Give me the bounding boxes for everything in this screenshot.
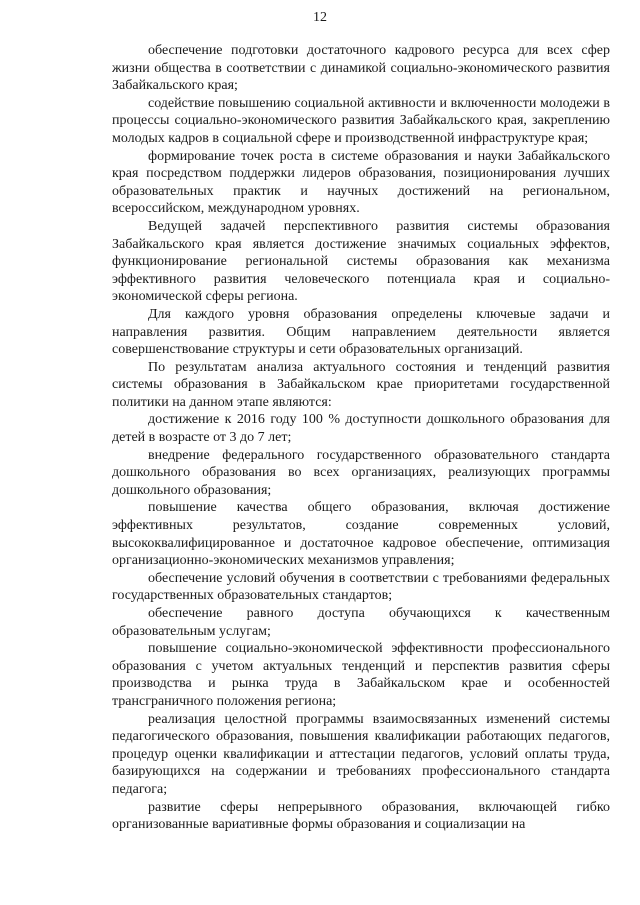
paragraph: достижение к 2016 году 100 % доступности дошкольного образования для детей в возрасте от 3 до 7 лет; <box>112 412 610 446</box>
document-body <box>112 42 610 834</box>
paragraph: обеспечение условий обучения в соответствии с требованиями федеральных государственных образовательных стандартов; <box>112 570 610 604</box>
paragraph: реализация целостной программы взаимосвязанных изменений системы педагогического образования, повышения квалификации работающих педагогов, процедур оценки квалификации и аттестации педагогов, условий оплаты труда, базирующихся на содержании и требованиях профессионального стандарта педагога; <box>112 711 610 797</box>
paragraph: обеспечение равного доступа обучающихся к качественным образовательным услугам; <box>112 606 610 639</box>
paragraph: внедрение федерального государственного образовательного стандарта дошкольного образования во всех организациях, реализующих программы дошкольного образования; <box>112 447 610 498</box>
paragraph: формирование точек роста в системе образования и науки Забайкальского края посредством поддержки лидеров образования, позиционирования лучших образовательных практик и научных достижений на региональном, всероссийском, международном уровнях. <box>112 148 610 217</box>
paragraph: содействие повышению социальной активности и включенности молодежи в процессы социально-экономического развития Забайкальского края, закреплению молодых кадров в социальной сфере и производственной инфраструктуре края; <box>112 95 610 146</box>
paragraph: развитие сферы непрерывного образования, включающей гибко организованные вариативные формы образования и социализации на <box>112 799 610 833</box>
paragraph: повышение качества общего образования, включая достижение эффективных результатов, создание современных условий, высококвалифицированное и достаточное кадровое обеспечение, оптимизация организационно-экономических механизмов управления; <box>112 500 610 569</box>
paragraph: повышение социально-экономической эффективности профессионального образования с учетом актуальных тенденций и перспектив развития сферы производства и рынка труда в Забайкальском крае и особенностей трансграничного положения региона; <box>112 641 610 709</box>
paragraph: Ведущей задачей перспективного развития системы образования Забайкальского края является достижение значимых социальных эффектов, функционирование региональной системы образования как механизма эффективного развития человеческого потенциала края и социально-экономической сферы региона. <box>112 218 610 305</box>
paragraph: Для каждого уровня образования определены ключевые задачи и направления развития. Общим направлением деятельности является совершенствование структуры и сети образовательных организаций. <box>112 306 610 358</box>
paragraph: обеспечение подготовки достаточного кадрового ресурса для всех сфер жизни общества в соответствии с динамикой социально-экономического развития Забайкальского края; <box>112 43 610 94</box>
paragraph: По результатам анализа актуального состояния и тенденций развития системы образования в Забайкальском крае приоритетами государственной политики на данном этапе являются: <box>112 359 610 410</box>
page-number: 12 <box>313 10 327 25</box>
